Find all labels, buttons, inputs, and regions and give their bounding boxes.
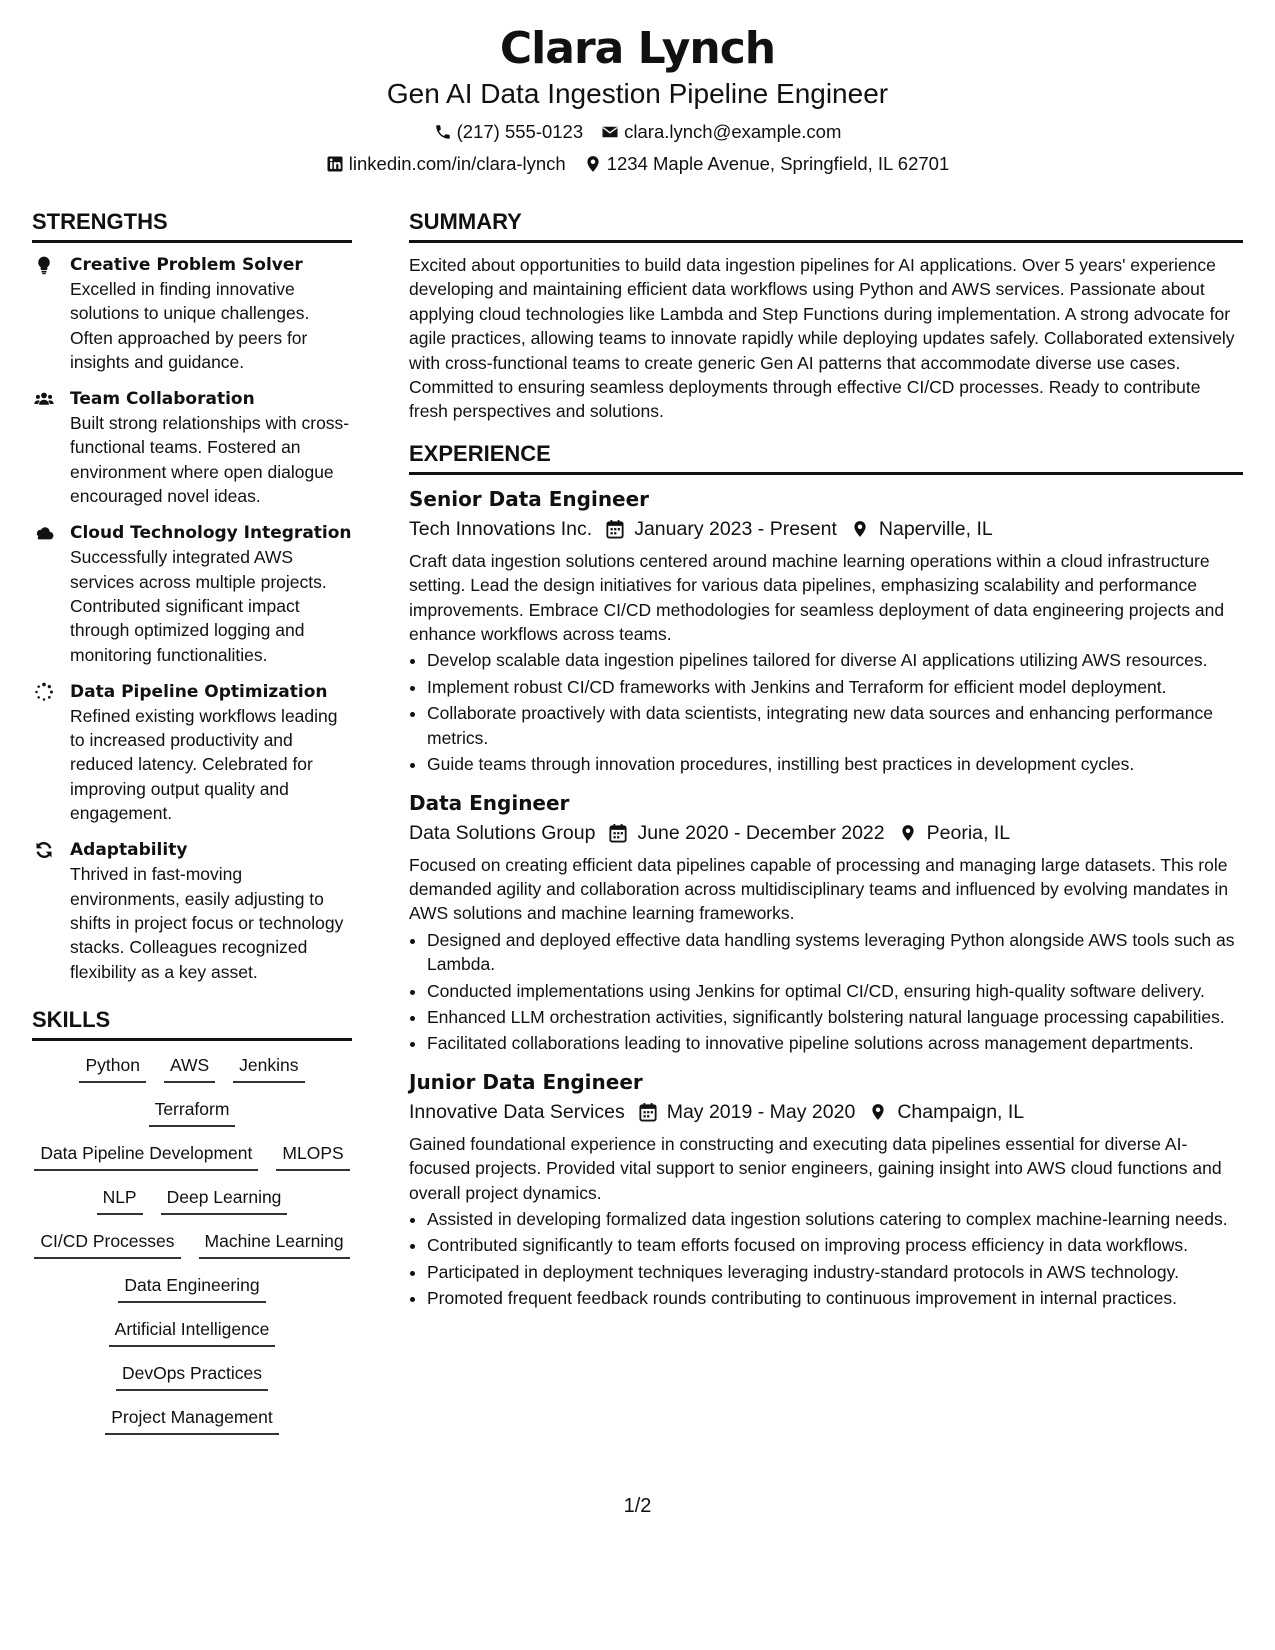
strength-description: Thrived in fast-moving environments, easily adjusting to shifts in project focus or technology stacks. Colleagues recognized flexibility as a key asset. <box>70 864 344 982</box>
cloud-icon <box>34 523 54 543</box>
job-dates: January 2023 - Present <box>634 517 837 540</box>
strength-item <box>32 838 352 983</box>
job-bullet: • Participated in deployment techniques leveraging industry-standard protocols in AWS technology. <box>427 1260 1243 1284</box>
skill-tag: Data Pipeline Development <box>34 1139 258 1171</box>
spinner-icon <box>34 682 54 702</box>
address-contact <box>584 152 950 176</box>
email-contact[interactable] <box>601 120 841 144</box>
page-number: 1/2 <box>623 1495 652 1517</box>
phone-icon <box>434 123 452 141</box>
linkedin-contact[interactable] <box>326 152 566 176</box>
job-bullet: • Enhanced LLM orchestration activities, significantly bolstering natural language processing capabilities. <box>427 1005 1243 1029</box>
strength-item <box>32 387 352 508</box>
job-bullet: • Implement robust CI/CD frameworks with Jenkins and Terraform for efficient model deployment. <box>427 675 1243 699</box>
job-bullet: • Promoted frequent feedback rounds contributing to continuous improvement in internal practices. <box>427 1286 1243 1310</box>
company-name: Innovative Data Services <box>409 1100 625 1123</box>
job-bullet: • Collaborate proactively with data scientists, integrating new data sources and enhancing performance metrics. <box>427 701 1243 750</box>
contact-row-2 <box>0 152 1275 176</box>
calendar-icon <box>639 1102 657 1122</box>
skill-tag: Python <box>79 1051 145 1083</box>
job-title: Data Engineer <box>409 790 570 815</box>
strength-title: Team Collaboration <box>70 389 255 410</box>
linkedin-text[interactable]: linkedin.com/in/clara-lynch <box>348 153 566 174</box>
job-bullet: • Facilitated collaborations leading to innovative pipeline solutions across management departments. <box>427 1031 1243 1055</box>
users-icon <box>34 389 54 409</box>
strength-title: Cloud Technology Integration <box>70 523 352 544</box>
job-dates: May 2019 - May 2020 <box>666 1100 856 1123</box>
job-dates: June 2020 - December 2022 <box>637 821 885 844</box>
candidate-title: Gen AI Data Ingestion Pipeline Engineer <box>386 78 889 109</box>
job-title: Senior Data Engineer <box>409 486 650 511</box>
company-name: Data Solutions Group <box>409 821 596 844</box>
skill-tag: MLOPS <box>276 1139 349 1171</box>
right-column <box>409 208 1243 1323</box>
calendar-icon <box>606 519 624 539</box>
job-location: Champaign, IL <box>897 1100 1025 1123</box>
strength-description: Refined existing workflows leading to increased productivity and reduced latency. Celebrated for improving output quality and engagement. <box>70 705 338 824</box>
strength-description: Successfully integrated AWS services across multiple projects. Contributed significant impact through optimized logging and monitoring functionalities. <box>70 547 327 665</box>
phone-text: (217) 555-0123 <box>456 121 584 142</box>
strength-item <box>32 253 352 374</box>
map-pin-icon <box>899 823 917 843</box>
envelope-icon <box>601 123 619 141</box>
skill-tag: AWS <box>164 1051 215 1083</box>
strength-description: Excelled in finding innovative solutions to unique challenges. Often approached by peers for insights and guidance. <box>70 279 310 372</box>
job-bullets <box>409 928 1243 1056</box>
job-bullets <box>409 648 1243 776</box>
job-meta <box>409 1098 1243 1126</box>
job-meta <box>409 515 1243 543</box>
job-location: Peoria, IL <box>926 821 1011 844</box>
strength-description: Built strong relationships with cross-functional teams. Fostered an environment where open dialogue encouraged novel ideas. <box>70 413 350 507</box>
strengths-heading: STRENGTHS <box>32 208 352 243</box>
job-bullets <box>409 1207 1243 1311</box>
linkedin-icon <box>326 155 344 173</box>
skill-tag: Project Management <box>105 1403 278 1435</box>
map-pin-icon <box>851 519 869 539</box>
sync-icon <box>34 840 54 860</box>
skill-tag: Deep Learning <box>161 1183 288 1215</box>
skill-tag: NLP <box>97 1183 143 1215</box>
map-pin-icon <box>869 1102 887 1122</box>
skill-tag: Machine Learning <box>199 1227 350 1259</box>
strength-item <box>32 521 352 666</box>
skill-tag: DevOps Practices <box>116 1359 268 1391</box>
skill-tag: Data Engineering <box>118 1271 265 1303</box>
skill-tag: Jenkins <box>233 1051 304 1083</box>
lightbulb-icon <box>34 255 54 275</box>
calendar-icon <box>609 823 627 843</box>
email-text[interactable]: clara.lynch@example.com <box>624 121 842 142</box>
summary-text: Excited about opportunities to build data ingestion pipelines for AI applications. Over 5 years' experience developing and maintaining efficient data workflows using Python and AWS services. Passionate about applying cloud technologies like Lambda and Step Functions during implementation. A strong advocate for agile practices, allowing teams to innovate rapidly while deploying updates safely. Collaborated extensively with cross-functional teams to create generic Gen AI patterns that accommodate diverse use cases. Committed to ensuring seamless deployments through effective CI/CD processes. Ready to contribute fresh perspectives and solutions. <box>409 255 1235 422</box>
company-name: Tech Innovations Inc. <box>409 517 593 540</box>
strength-title: Data Pipeline Optimization <box>70 681 328 702</box>
left-column <box>32 208 352 1435</box>
job-bullet: • Conducted implementations using Jenkins for optimal CI/CD, ensuring high-quality software delivery. <box>427 979 1243 1003</box>
job-title: Junior Data Engineer <box>409 1069 643 1094</box>
skills-heading: SKILLS <box>32 1006 352 1041</box>
job-bullet: • Designed and deployed effective data handling systems leveraging Python alongside AWS tools such as Lambda. <box>427 928 1243 977</box>
skills-list <box>32 1051 352 1435</box>
job-description: Focused on creating efficient data pipelines capable of processing and managing large datasets. This role demanded agility and collaboration across multidisciplinary teams and influenced by evolving mandates in AWS solutions and machine learning frameworks. <box>409 854 1229 924</box>
strength-title: Creative Problem Solver <box>70 255 303 275</box>
address-text: 1234 Maple Avenue, Springfield, IL 62701 <box>606 153 950 174</box>
job-bullet: • Contributed significantly to team efforts focused on improving process efficiency in data workflows. <box>427 1233 1243 1257</box>
job-entry <box>409 1068 1243 1311</box>
job-description: Craft data ingestion solutions centered around machine learning operations within a cloud infrastructure setting. Lead the design initiatives for various data pipelines, emphasizing scalability and performance improvements. Embrace CI/CD methodologies for seamless deployment of data engineering projects and enhance workflows across teams. <box>409 550 1225 645</box>
resume-header <box>0 20 1275 176</box>
job-description: Gained foundational experience in constructing and executing data pipelines essential for diverse AI-focused projects. Provided vital support to senior engineers, gaining insight into AWS cloud functions and overall project dynamics. <box>409 1133 1222 1203</box>
map-pin-icon <box>584 155 602 173</box>
job-bullet: • Develop scalable data ingestion pipelines tailored for diverse AI applications utilizing AWS resources. <box>427 648 1243 672</box>
skill-tag: Terraform <box>149 1095 236 1127</box>
strength-item <box>32 680 352 825</box>
job-location: Naperville, IL <box>878 517 993 540</box>
candidate-name: Clara Lynch <box>499 23 776 74</box>
contact-row-1 <box>0 120 1275 144</box>
strength-title: Adaptability <box>70 840 188 861</box>
job-entry <box>409 485 1243 777</box>
job-bullet: • Assisted in developing formalized data ingestion solutions catering to complex machine-learning needs. <box>427 1207 1243 1231</box>
skill-tag: CI/CD Processes <box>34 1227 180 1259</box>
experience-heading: EXPERIENCE <box>409 440 1243 475</box>
phone-contact <box>434 120 584 144</box>
job-entry <box>409 789 1243 1056</box>
summary-heading: SUMMARY <box>409 208 1243 243</box>
skill-tag: Artificial Intelligence <box>109 1315 276 1347</box>
job-meta <box>409 819 1243 847</box>
job-bullet: • Guide teams through innovation procedures, instilling best practices in development cycles. <box>427 752 1243 776</box>
